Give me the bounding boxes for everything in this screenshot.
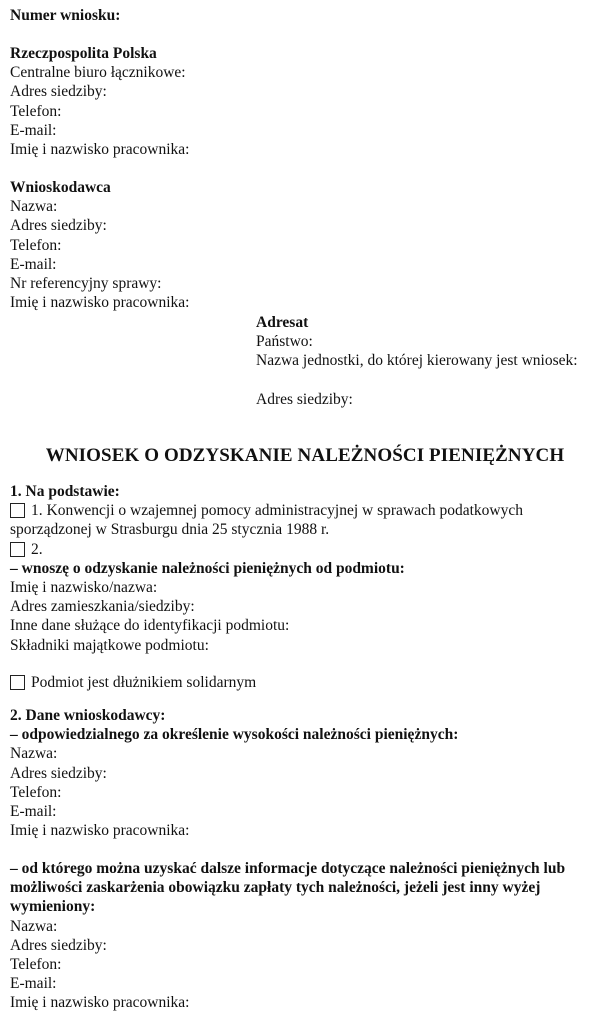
responsible-heading: – odpowiedzialnego za określenie wysokości należności pieniężnych: <box>10 726 459 744</box>
convention-option-text: 1. Konwencji o wzajemnej pomocy administracyjnej w sprawach podatkowych <box>31 502 523 520</box>
solidarity-checkbox[interactable] <box>10 675 25 690</box>
option-2-checkbox[interactable] <box>10 542 25 557</box>
request-number-block <box>10 6 120 25</box>
info-name-label: Nazwa: <box>10 917 58 935</box>
section-1 <box>10 482 523 655</box>
option-2-text: 2. <box>31 540 43 558</box>
info-heading-line-1: – od którego można uzyskać dalsze informacje dotyczące należności pieniężnych lub <box>10 860 566 877</box>
info-heading-line-3: wymieniony: <box>10 898 96 916</box>
entity-assets-label: Składniki majątkowe podmiotu: <box>10 636 209 654</box>
phone-label: Telefon: <box>10 102 62 120</box>
section-2 <box>10 706 458 840</box>
info-address-label: Adres siedziby: <box>10 936 107 954</box>
info-email-label: E-mail: <box>10 975 57 993</box>
applicant-phone-label: Telefon: <box>10 236 62 254</box>
responsible-name-label: Nazwa: <box>10 745 58 763</box>
responsible-address-label: Adres siedziby: <box>10 764 107 782</box>
responsible-phone-label: Telefon: <box>10 783 62 801</box>
case-reference-label: Nr referencyjny sprawy: <box>10 274 162 292</box>
address-label: Adres siedziby: <box>10 83 107 101</box>
applicant-heading: Wnioskodawca <box>10 179 111 196</box>
solidarity-option <box>10 673 256 692</box>
applicant-employee-label: Imię i nazwisko pracownika: <box>10 294 190 312</box>
applicant-block <box>10 178 189 312</box>
section-1-heading: 1. Na podstawie: <box>10 483 120 500</box>
applicant-address-label: Adres siedziby: <box>10 217 107 235</box>
info-heading-line-2: możliwości zaskarżenia obowiązku zapłaty tych należności, jeżeli jest inny wyżej <box>10 879 541 897</box>
convention-checkbox[interactable] <box>10 503 25 518</box>
request-number-label: Numer wniosku: <box>10 7 121 24</box>
rzeczpospolita-heading: Rzeczpospolita Polska <box>10 45 157 62</box>
section-2-heading: 2. Dane wnioskodawcy: <box>10 707 166 724</box>
solidarity-checkbox-label: Podmiot jest dłużnikiem solidarnym <box>31 674 257 691</box>
request-heading: – wnoszę o odzyskanie należności pieniężnych od podmiotu: <box>10 559 405 577</box>
document-title: WNIOSEK O ODZYSKANIE NALEŻNOŚCI PIENIĘŻNYCH <box>45 445 565 466</box>
info-contact-block <box>10 859 565 1013</box>
option-2 <box>10 540 523 559</box>
addressee-address-label: Adres siedziby: <box>256 390 353 408</box>
applicant-email-label: E-mail: <box>10 255 57 273</box>
applicant-name-label: Nazwa: <box>10 198 58 216</box>
liaison-office-label: Centralne biuro łącznikowe: <box>10 64 186 82</box>
entity-name-label: Imię i nazwisko/nazwa: <box>10 578 158 596</box>
convention-option <box>10 501 523 520</box>
unit-name-label: Nazwa jednostki, do której kierowany jest wniosek: <box>256 352 578 370</box>
rzeczpospolita-block <box>10 44 189 159</box>
responsible-email-label: E-mail: <box>10 802 57 820</box>
info-phone-label: Telefon: <box>10 955 62 973</box>
email-label: E-mail: <box>10 121 57 139</box>
employee-name-label: Imię i nazwisko pracownika: <box>10 140 190 158</box>
entity-address-label: Adres zamieszkania/siedziby: <box>10 598 195 616</box>
country-label: Państwo: <box>256 333 313 351</box>
addressee-block <box>256 313 578 409</box>
convention-option-text-cont: sporządzonej w Strasburgu dnia 25 stycznia 1988 r. <box>10 521 330 539</box>
responsible-employee-label: Imię i nazwisko pracownika: <box>10 822 190 840</box>
info-employee-label: Imię i nazwisko pracownika: <box>10 994 190 1012</box>
entity-id-data-label: Inne dane służące do identyfikacji podmiotu: <box>10 617 290 635</box>
addressee-heading: Adresat <box>256 314 309 331</box>
